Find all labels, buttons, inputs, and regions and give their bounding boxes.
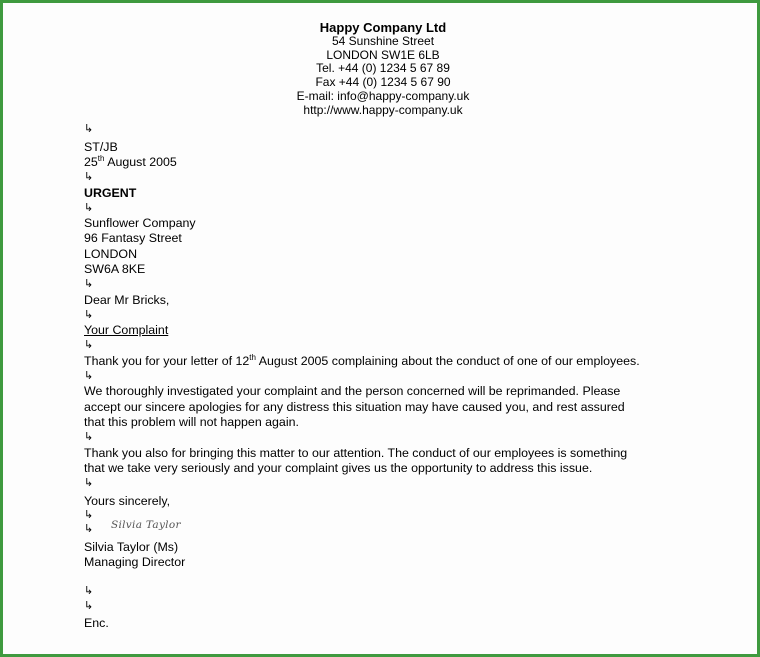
- company-fax: Fax +44 (0) 1234 5 67 90: [315, 75, 451, 90]
- paragraph-mark-icon: ↳: [84, 202, 94, 214]
- handwritten-signature: Silvia Taylor: [111, 519, 181, 531]
- date-suffix: th: [97, 154, 105, 163]
- paragraph-2-line: We thoroughly investigated your complaint and the person concerned will be reprimanded. Please: [84, 384, 621, 398]
- paragraph-mark-icon: ↳: [84, 339, 94, 351]
- paragraph-1-end: August 2005 complaining about the conduct of one of our employees.: [255, 354, 640, 368]
- paragraph-mark-icon: ↳: [84, 278, 94, 290]
- closing: Yours sincerely,: [84, 494, 171, 508]
- paragraph-mark-icon: ↳: [84, 171, 94, 183]
- paragraph-mark-icon: ↳: [84, 477, 94, 489]
- company-city: LONDON SW1E 6LB: [326, 47, 440, 62]
- subject-line: Your Complaint: [84, 323, 169, 337]
- date-rest: August 2005: [104, 155, 177, 169]
- enclosure: Enc.: [84, 616, 109, 630]
- letter-date: [84, 155, 177, 170]
- paragraph-1-start: Thank you for your letter of 12: [84, 354, 250, 368]
- company-street: 54 Sunshine Street: [331, 33, 435, 48]
- paragraph-3-line: Thank you also for bringing this matter to our attention. The conduct of our employees is something: [84, 446, 628, 460]
- salutation: Dear Mr Bricks,: [84, 293, 170, 307]
- recipient-city: LONDON: [84, 247, 138, 261]
- company-website: http://www.happy-company.uk: [303, 102, 463, 117]
- company-tel: Tel. +44 (0) 1234 5 67 89: [316, 61, 450, 76]
- paragraph-2-line: accept our sincere apologies for any distress this situation may have caused you, and rest assured: [84, 400, 625, 414]
- paragraph-mark-icon: ↳: [84, 600, 94, 612]
- paragraph-mark-icon: ↳: [84, 370, 94, 382]
- paragraph-mark-icon: ↳: [84, 509, 94, 521]
- paragraph-mark-icon: ↳: [84, 309, 94, 321]
- signatory-title: Managing Director: [84, 555, 186, 569]
- recipient-street: 96 Fantasy Street: [84, 231, 182, 245]
- letterhead: [3, 21, 760, 118]
- recipient-postcode: SW6A 8KE: [84, 262, 146, 276]
- paragraph-mark-icon: ↳: [84, 523, 94, 535]
- recipient-name: Sunflower Company: [84, 216, 196, 230]
- date-day: 25: [84, 155, 98, 169]
- paragraph-3-line: that we take very seriously and your complaint gives us the opportunity to address this issue.: [84, 461, 593, 475]
- reference: ST/JB: [84, 140, 118, 154]
- paragraph-1: [84, 354, 640, 369]
- paragraph-mark-icon: ↳: [84, 123, 94, 135]
- urgent-label: URGENT: [84, 186, 137, 200]
- company-name: Happy Company Ltd: [319, 20, 447, 35]
- company-email: E-mail: info@happy-company.uk: [296, 88, 470, 103]
- paragraph-2-line: that this problem will not happen again.: [84, 415, 299, 429]
- paragraph-mark-icon: ↳: [84, 431, 94, 443]
- signatory-name: Silvia Taylor (Ms): [84, 540, 179, 554]
- paragraph-1-suffix: th: [249, 353, 256, 362]
- paragraph-mark-icon: ↳: [84, 585, 94, 597]
